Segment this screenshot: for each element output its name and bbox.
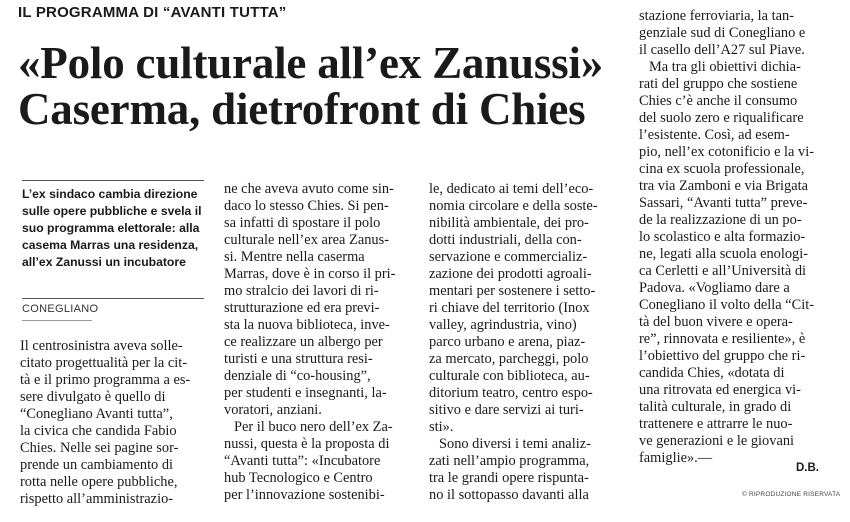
text-line: sta la nuova biblioteca, inve- (224, 317, 390, 333)
text-line: una ritrovata ed energica vi- (639, 382, 801, 398)
summary-line: L’ex sindaco cambia direzione (22, 187, 198, 201)
text-line: zazione dei prodotti agroali- (429, 266, 592, 282)
text-line: sitivo e dare servizi ai turi- (429, 402, 584, 418)
article-column-1 (20, 338, 210, 508)
dateline-rule (22, 298, 204, 299)
article-column-4 (639, 8, 829, 467)
text-line: zati nell’ampio programma, (429, 453, 590, 469)
summary-line: casema Marras una residenza, (22, 238, 199, 252)
text-line: Chies c’è anche il consumo (639, 93, 798, 109)
text-line: denziale di “co-housing”, (224, 368, 371, 384)
text-line: citato progettualità per la cit- (20, 355, 188, 371)
text-line: pio, nell’ex cotonificio e la vi- (639, 144, 815, 160)
text-line: rispetto all’amministrazio- (20, 491, 174, 507)
headline-line-2: Caserma, dietrofront di Chies (18, 84, 586, 134)
text-line: no il sottopasso davanti alla (429, 487, 589, 503)
text-line: rati del gruppo che sostiene (639, 76, 798, 92)
text-line: sa infatti di spostare il polo (224, 215, 381, 231)
text-line: za mercato, parcheggi, polo (429, 351, 589, 367)
text-line: daco lo stesso Chies. Si pen- (224, 198, 389, 214)
text-line: cina ex scuola professionale, (639, 161, 805, 177)
text-line: nussi, questa è la proposta di (224, 436, 390, 452)
text-line: per studenti e insegnanti, la- (224, 385, 387, 401)
headline (18, 40, 618, 132)
text-line: Conegliano il volto della “Cit- (639, 297, 815, 313)
text-line: re”, rinnovata e resiliente», è (639, 331, 806, 347)
article-column-2 (224, 181, 414, 504)
kicker: IL PROGRAMMA DI “AVANTI TUTTA” (18, 4, 287, 21)
text-line: ditorium teatro, centro espo- (429, 385, 593, 401)
text-line: stazione ferroviaria, la tan- (639, 8, 795, 24)
text-line: genziale sud di Conegliano e (639, 25, 806, 41)
text-line: Padova. «Vogliamo dare a (639, 280, 790, 296)
text-line: de la realizzazione di un po- (639, 212, 802, 228)
text-line: tà del buon vivere e opera- (639, 314, 793, 330)
text-line: Sono diversi i temi analiz- (439, 436, 591, 452)
text-line: valley, agrindustria, vino) (429, 317, 577, 333)
text-line: del suolo zero e riqualificare (639, 110, 804, 126)
text-line: hub Tecnologico e Centro (224, 470, 373, 486)
author-signature: D.B. (796, 462, 819, 474)
text-line: nomia circolare e della soste- (429, 198, 598, 214)
article-column-3 (429, 181, 619, 504)
text-line: nibilità ambientale, dei pro- (429, 215, 589, 231)
text-line: la civica che candida Fabio (20, 423, 177, 439)
text-line: ne, legati alla scuola enologi- (639, 246, 809, 262)
text-line: ri chiave del territorio (Inox (429, 300, 590, 316)
text-line: lo scolastico e alta formazio- (639, 229, 806, 245)
summary-line: all’ex Zanussi un incubatore (22, 255, 186, 269)
text-line: famiglie».— (639, 450, 713, 466)
headline-line-1: «Polo culturale all’ex Zanussi» (18, 38, 604, 88)
text-line: candida Chies, «dotata di (639, 365, 785, 381)
text-line: “Conegliano Avanti tutta”, (20, 406, 173, 422)
text-line: rotta nelle opere pubbliche, (20, 474, 178, 490)
text-line: sti». (429, 419, 454, 435)
text-line: parco urbano e arena, piaz- (429, 334, 586, 350)
text-line: ce realizzare un albergo per (224, 334, 383, 350)
text-line: “Avanti tutta”: «Incubatore (224, 453, 381, 469)
text-line: ca Cerletti e all’Università di (639, 263, 807, 279)
text-line: Ma tra gli obiettivi dichia- (649, 59, 801, 75)
text-line: voratori, anziani. (224, 402, 322, 418)
copyright-notice: © RIPRODUZIONE RISERVATA (742, 491, 841, 498)
text-line: mo stralcio dei lavori di ri- (224, 283, 379, 299)
text-line: le, dedicato ai temi dell’eco- (429, 181, 594, 197)
text-line: dotti industriali, della con- (429, 232, 582, 248)
text-line: prende un cambiamento di (20, 457, 174, 473)
dateline: CONEGLIANO (22, 303, 99, 315)
dateline-underline (22, 320, 92, 321)
text-line: strutturazione ed era previ- (224, 300, 380, 316)
text-line: tra via Zamboni e via Brigata (639, 178, 809, 194)
text-line: l’esistente. Così, ad esem- (639, 127, 790, 143)
text-line: sere divulgato è quello di (20, 389, 166, 405)
summary-line: suo programma elettorale: alla (22, 221, 200, 235)
text-line: Per il buco nero dell’ex Za- (234, 419, 393, 435)
text-line: Sassari, “Avanti tutta” preve- (639, 195, 808, 211)
text-line: trattenere e attrarre le nuo- (639, 416, 793, 432)
text-line: tra le grandi opere rispunta- (429, 470, 589, 486)
summary-top-rule (22, 180, 204, 181)
text-line: culturale con biblioteca, au- (429, 368, 590, 384)
text-line: Chies. Nelle sei pagine sor- (20, 440, 179, 456)
text-line: tà e il primo programma a es- (20, 372, 191, 388)
text-line: Marras, dove è in corso il pri- (224, 266, 396, 282)
text-line: ve generazioni e le giovani (639, 433, 795, 449)
text-line: mentari per sostenere i setto- (429, 283, 596, 299)
text-line: l’obiettivo del gruppo che ri- (639, 348, 806, 364)
text-line: il casello dell’A27 sul Piave. (639, 42, 805, 58)
text-line: Il centrosinistra aveva solle- (20, 338, 183, 354)
text-line: servazione e commercializ- (429, 249, 588, 265)
summary (22, 186, 207, 271)
text-line: turisti e una struttura resi- (224, 351, 373, 367)
text-line: talità culturale, in grado di (639, 399, 792, 415)
text-line: si. Mentre nella caserma (224, 249, 365, 265)
text-line: per l’innovazione sostenibi- (224, 487, 385, 503)
summary-line: sulle opere pubbliche e svela il (22, 204, 202, 218)
text-line: culturale nell’ex area Zanus- (224, 232, 390, 248)
text-line: ne che aveva avuto come sin- (224, 181, 394, 197)
